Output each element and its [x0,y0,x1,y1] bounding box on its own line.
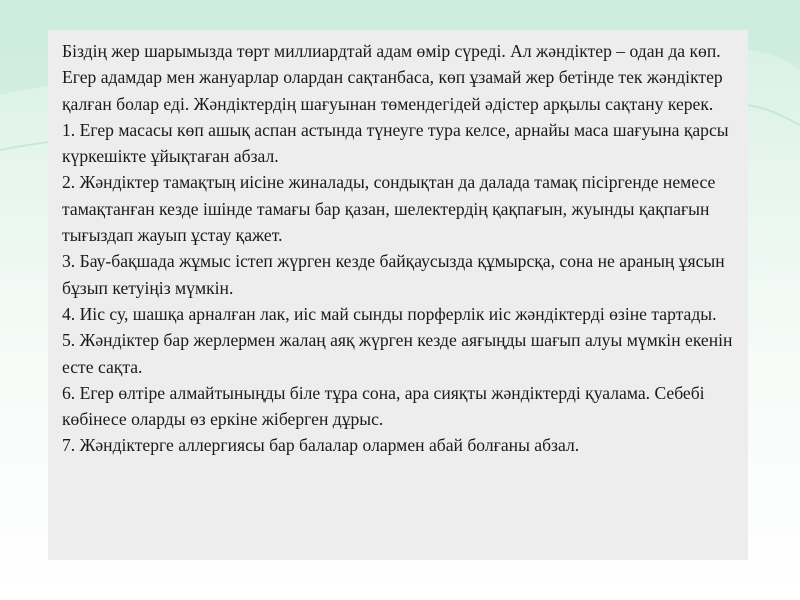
tip-6: 6. Егер өлтіре алмайтыныңды біле тұра сона, ара сияқты жәндіктерді қуалама. Себебі көбінесе оларды өз еркіне жіберген дұрыс. [62,382,705,430]
body-text [62,38,744,459]
tip-7: 7. Жәндіктерге аллергиясы бар балалар олармен абай болғаны абзал. [62,435,580,456]
tip-4: 4. Иіс су, шашқа арналған лак, иіс май сынды порферлік иіс жәндіктерді өзіне тартады. [62,303,717,324]
tip-5: 5. Жәндіктер бар жерлермен жалаң аяқ жүрген кезде аяғыңды шағып алуы мүмкін екенін есте сақта. [62,330,733,377]
tip-3: 3. Бау-бақшада жұмыс істеп жүрген кезде байқаусызда құмырсқа, сона не араның ұясын бұзып кетуіңіз мүмкін. [62,251,725,298]
tip-2: 2. Жәндіктер тамақтың иісіне жиналады, сондықтан да далада тамақ пісіргенде немесе тамақтанған кезде ішінде тамағы бар қазан, шелектердің қақпағын, жуынды қақпағын тығыздап жауып ұстау қажет. [62,172,716,246]
intro-paragraph: Біздің жер шарымызда төрт миллиардтай адам өмір сүреді. Ал жәндіктер – одан да көп. Егер адамдар мен жануарлар олардан сақтанбаса, көп ұзамай жер бетінде тек жәндіктер қалған болар еді. Жәндіктердің шағуынан төмендегідей әдістер арқылы сақтану керек. [62,41,723,114]
tip-1: 1. Егер масасы көп ашық аспан астында түнеуге тура келсе, арнайы маса шағуына қарсы күркешікте ұйықтаған абзал. [62,119,729,167]
